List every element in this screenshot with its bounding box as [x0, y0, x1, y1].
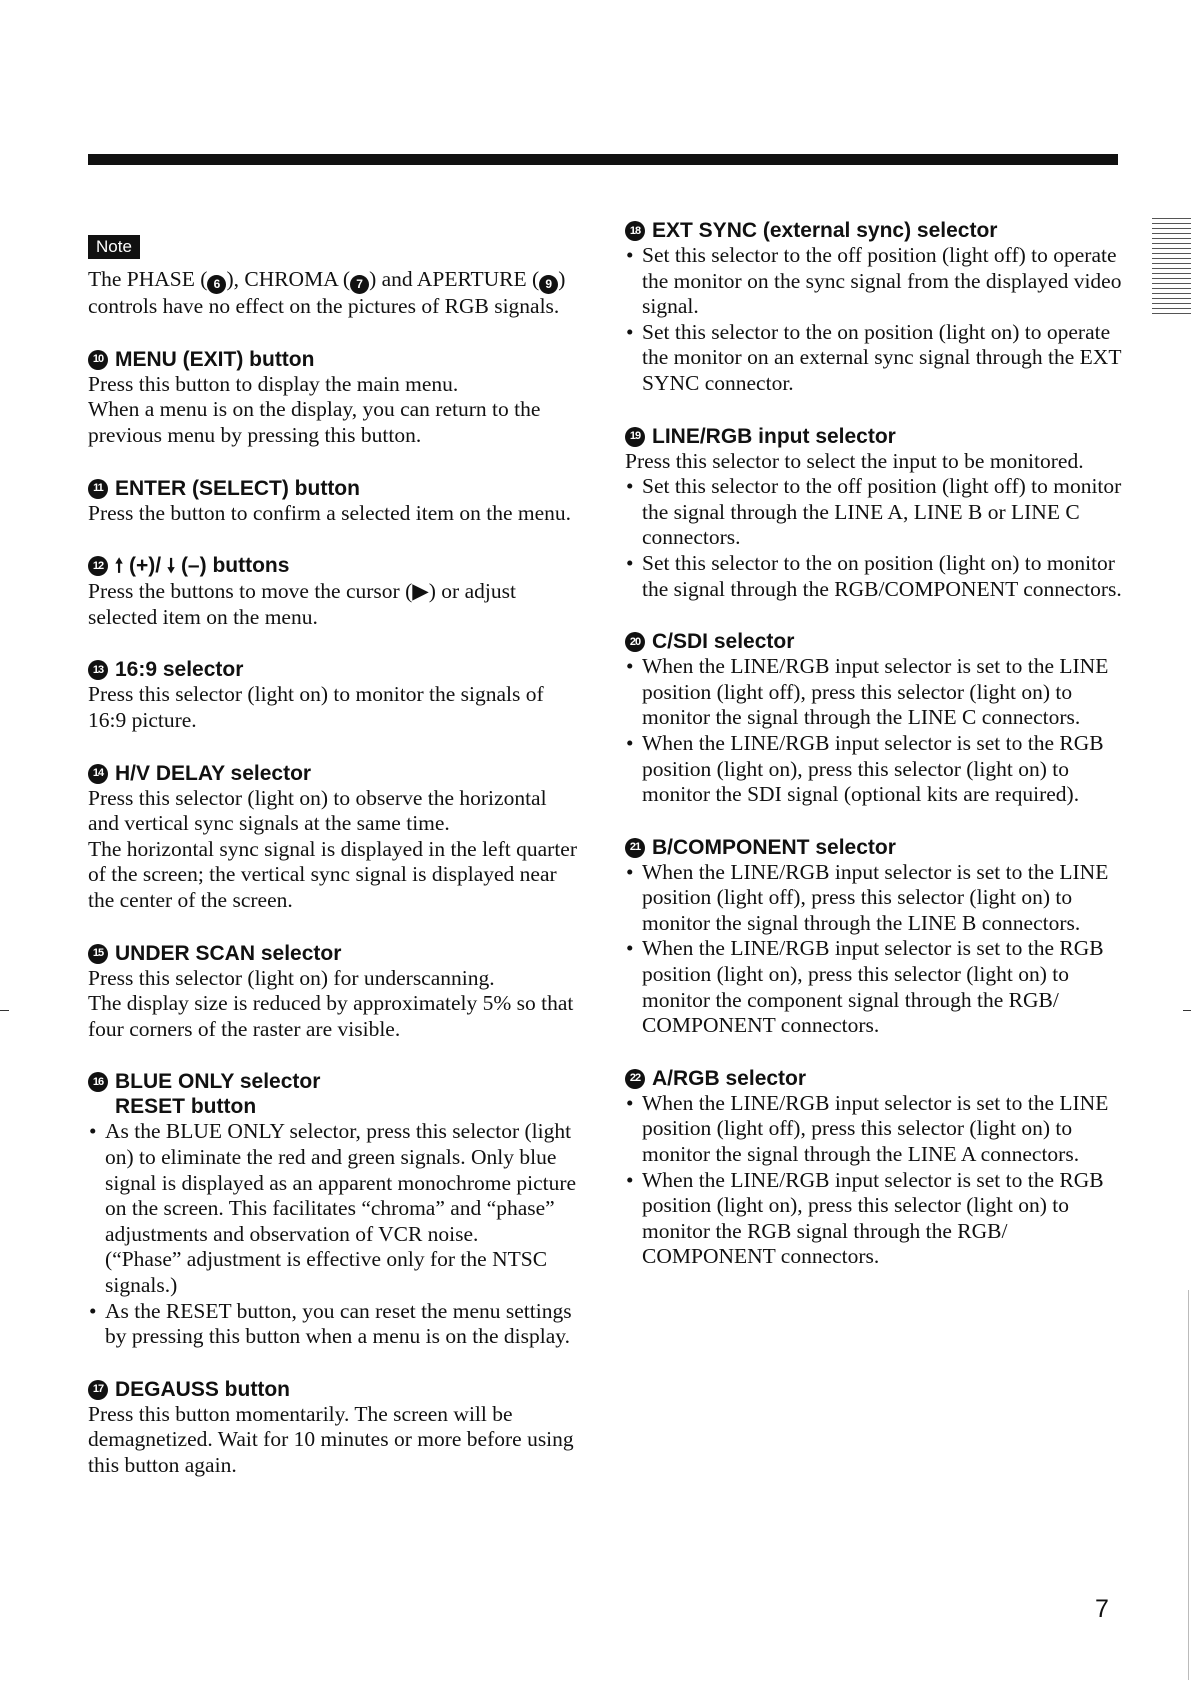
- list-item: • Set this selector to the on position (light on) to monitor the signal through the RGB/COMPONENT connectors.: [625, 551, 1125, 602]
- section-heading: 16 BLUE ONLY selector RESET button: [88, 1069, 578, 1119]
- header-rule: [88, 154, 1118, 165]
- section-hv-delay: [88, 761, 578, 914]
- section-heading: 17 DEGAUSS button: [88, 1377, 578, 1402]
- page-edge-line: [1188, 1290, 1189, 1680]
- body-text: Press this selector (light on) to observe the horizontal and vertical sync signals at the same time.: [88, 785, 547, 836]
- body-text: The horizontal sync signal is displayed in the left quarter of the screen; the vertical sync signal is displayed near the center of the screen.: [88, 836, 577, 913]
- left-column: [88, 218, 578, 1506]
- section-menu-exit: [88, 347, 578, 449]
- up-arrow-icon: 🠕: [115, 556, 124, 578]
- list-item: • When the LINE/RGB input selector is set to the RGB position (light on), press this selector (light on) to monitor the RGB signal through the RGB/ COMPONENT connectors.: [625, 1168, 1125, 1270]
- crop-mark-right: [1183, 1010, 1191, 1011]
- section-under-scan: [88, 941, 578, 1043]
- section-b-component: [625, 835, 1125, 1039]
- body-text: Press this button to display the main menu.: [88, 371, 459, 396]
- list-item: • When the LINE/RGB input selector is set to the LINE position (light off), press this selector (light on) to monitor the signal through the LINE B connectors.: [625, 860, 1125, 937]
- bullet-list: [625, 860, 1125, 1039]
- bullet-list: [625, 474, 1125, 602]
- section-c-sdi: [625, 629, 1125, 808]
- note-badge: Note: [88, 235, 140, 259]
- callout-number-icon: 19: [625, 427, 645, 447]
- bullet-list: [625, 243, 1125, 397]
- list-item: • Set this selector to the off position (light off) to monitor the signal through the LINE A, LINE B or LINE C connectors.: [625, 474, 1125, 551]
- callout-number-icon: 10: [88, 350, 108, 370]
- section-heading: 19 LINE/RGB input selector: [625, 424, 1125, 449]
- list-item: • When the LINE/RGB input selector is set to the RGB position (light on), press this selector (light on) to monitor the component signal through the RGB/ COMPONENT connectors.: [625, 936, 1125, 1038]
- down-arrow-icon: 🠗: [166, 556, 176, 578]
- section-enter-select: [88, 476, 578, 527]
- body-text: Press the button to confirm a selected item on the menu.: [88, 500, 572, 525]
- body-text: Press the buttons to move the cursor (▶) or adjust selected item on the menu.: [88, 579, 516, 629]
- callout-number-icon: 21: [625, 838, 645, 858]
- body-text: Press this selector to select the input to be monitored.: [625, 448, 1084, 473]
- section-heading: 21 B/COMPONENT selector: [625, 835, 1125, 860]
- body-text: Press this button momentarily. The screen will be demagnetized. Wait for 10 minutes or more before using this button again.: [88, 1401, 574, 1477]
- section-up-down-buttons: [88, 553, 578, 630]
- section-a-rgb: [625, 1066, 1125, 1270]
- callout-number-icon: 14: [88, 764, 108, 784]
- list-item: • When the LINE/RGB input selector is set to the LINE position (light off), press this selector (light on) to monitor the signal through the LINE A connectors.: [625, 1091, 1125, 1168]
- section-heading: 13 16:9 selector: [88, 657, 578, 682]
- callout-number-icon: 16: [88, 1072, 108, 1092]
- body-text: When a menu is on the display, you can return to the previous menu by pressing this button.: [88, 397, 541, 448]
- body-text: Press this selector (light on) for underscanning.: [88, 965, 495, 990]
- section-blue-only-reset: [88, 1069, 578, 1349]
- list-item: • As the BLUE ONLY selector, press this selector (light on) to eliminate the red and green signals. Only blue signal is displayed as an apparent monochrome picture on the screen. This facilitates “chroma” and “phase” adjustments and observation of VCR noise. (“Phase” adjustment is effective only for the NTSC signals.): [88, 1119, 578, 1298]
- list-item: • When the LINE/RGB input selector is set to the LINE position (light off), press this selector (light on) to monitor the signal through the LINE C connectors.: [625, 654, 1125, 731]
- callout-number-icon: 15: [88, 944, 108, 964]
- section-ext-sync: [625, 218, 1125, 397]
- section-heading: 14 H/V DELAY selector: [88, 761, 578, 786]
- list-item: • When the LINE/RGB input selector is set to the RGB position (light on), press this selector (light on) to monitor the SDI signal (optional kits are required).: [625, 731, 1125, 808]
- section-heading: 20 C/SDI selector: [625, 629, 1125, 654]
- page-number: 7: [1095, 1595, 1109, 1623]
- crop-mark-left: [0, 1010, 9, 1011]
- callout-number-icon: 22: [625, 1069, 645, 1089]
- list-item: • As the RESET button, you can reset the menu settings by pressing this button when a menu is on the display.: [88, 1299, 578, 1350]
- bullet-list: [625, 654, 1125, 808]
- section-heading: 11 ENTER (SELECT) button: [88, 476, 578, 501]
- right-column: [625, 218, 1125, 1297]
- list-item: • Set this selector to the off position (light off) to operate the monitor on the sync signal from the displayed video signal.: [625, 243, 1125, 320]
- index-tab-marks: [1152, 218, 1191, 318]
- callout-number-icon: 11: [88, 479, 108, 499]
- body-text: Press this selector (light on) to monitor the signals of 16:9 picture.: [88, 682, 544, 733]
- callout-number-icon: 17: [88, 1380, 108, 1400]
- section-heading: 15 UNDER SCAN selector: [88, 941, 578, 966]
- callout-number-icon: 12: [88, 556, 108, 576]
- callout-number-icon: 6: [207, 275, 226, 294]
- callout-number-icon: 7: [350, 275, 369, 294]
- section-heading: 18 EXT SYNC (external sync) selector: [625, 218, 1125, 243]
- section-16-9: [88, 657, 578, 733]
- callout-number-icon: 13: [88, 660, 108, 680]
- list-item: • Set this selector to the on position (light on) to operate the monitor on an external sync signal through the EXT SYNC connector.: [625, 320, 1125, 397]
- callout-number-icon: 20: [625, 632, 645, 652]
- section-heading: 10 MENU (EXIT) button: [88, 347, 578, 372]
- bullet-list: [625, 1091, 1125, 1270]
- callout-number-icon: 18: [625, 221, 645, 241]
- section-heading: 22 A/RGB selector: [625, 1066, 1125, 1091]
- body-text: The display size is reduced by approximately 5% so that four corners of the raster are visible.: [88, 991, 574, 1041]
- note-block: [88, 218, 578, 320]
- section-line-rgb: [625, 424, 1125, 603]
- section-degauss: [88, 1377, 578, 1479]
- callout-number-icon: 9: [539, 275, 558, 294]
- bullet-list: [88, 1119, 578, 1349]
- note-text: The PHASE ( 6 ), CHROMA ( 7 ) and APERTURE ( 9 ) controls have no effect on the pictures of RGB signals.: [88, 267, 566, 319]
- section-heading: 12 🠕 (+)/ 🠗 (–) buttons: [88, 553, 578, 579]
